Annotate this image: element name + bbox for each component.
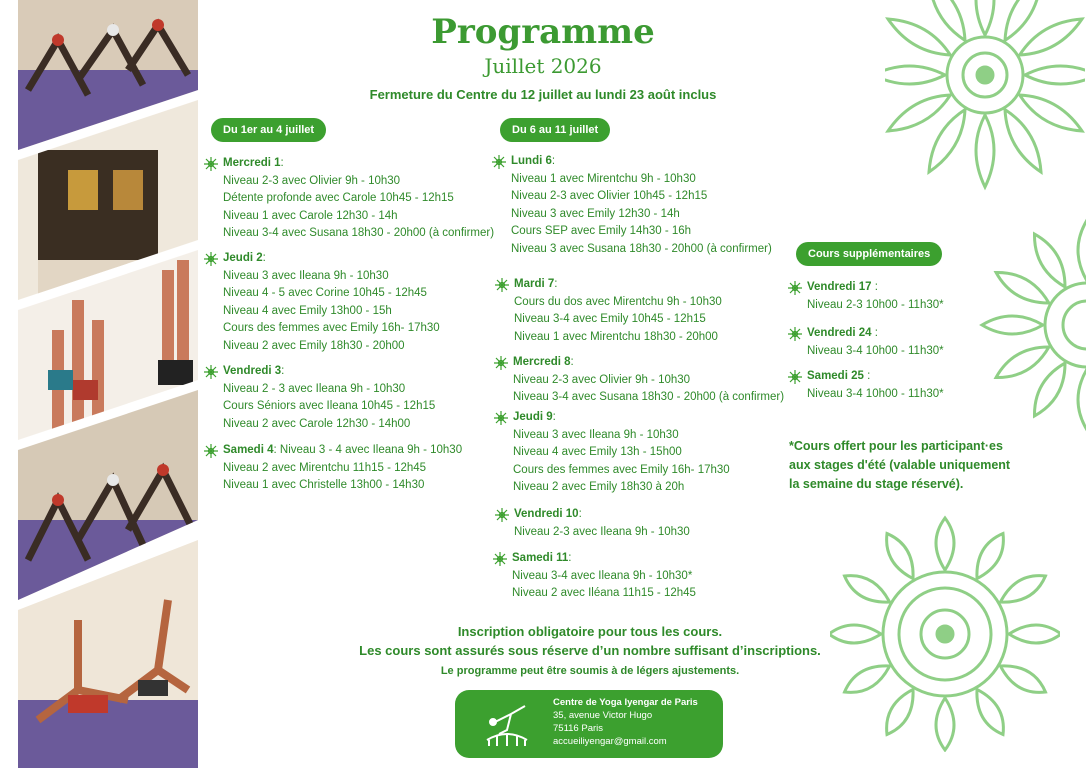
page-title: Programme: [431, 12, 655, 52]
contact-card: [455, 690, 723, 758]
page-subtitle: Juillet 2026: [484, 54, 602, 78]
footer-conditions: Les cours sont assurés sous réserve d’un nombre suffisant d’inscriptions.: [359, 643, 821, 658]
flower-bullet-icon: [491, 154, 507, 170]
contact-email[interactable]: accueiliyengar@gmail.com: [553, 736, 667, 747]
day-block: Vendredi 17 : Niveau 2-3 10h00 - 11h30*: [787, 279, 944, 314]
day-name: Vendredi 17: [807, 281, 872, 293]
day-name: Samedi 4: [223, 444, 274, 456]
class-line: Niveau 2 avec Carole 12h30 - 14h00: [223, 417, 411, 430]
class-line: Niveau 1 avec Mirentchu 9h - 10h30: [511, 172, 696, 185]
flower-bullet-icon: [493, 410, 509, 426]
contact-address-line2: 75116 Paris: [553, 723, 603, 734]
day-block: Mardi 7: Cours du dos avec Mirentchu 9h - 10h30 Niveau 3-4 avec Emily 10h45 - 12h15 Niveau 1 avec Mirentchu 18h30 - 20h00: [494, 276, 722, 346]
class-line: Niveau 3-4 avec Emily 10h45 - 12h15: [514, 313, 706, 325]
day-block: Samedi 25 : Niveau 3-4 10h00 - 11h30*: [787, 368, 944, 403]
day-block: Jeudi 9: Niveau 3 avec Ileana 9h - 10h30 Niveau 4 avec Emily 13h - 15h00 Cours des femmes avec Emily 16h- 17h30 Niveau 2 avec Emily 18h30 à 20h: [493, 409, 730, 497]
flower-bullet-icon: [787, 280, 803, 296]
class-line: Niveau 2 avec Emily 18h30 - 20h00: [223, 339, 405, 352]
flower-bullet-icon: [203, 364, 219, 380]
day-name: Mardi 7: [514, 278, 555, 290]
day-name: Mercredi 8: [513, 356, 571, 368]
class-line: Niveau 1 avec Christelle 13h00 - 14h30: [223, 479, 425, 491]
day-name: Samedi 11: [512, 552, 569, 564]
extra-label: Cours supplémentaires: [796, 242, 942, 266]
day-name: Jeudi 2: [223, 252, 263, 264]
class-line: Niveau 4 avec Emily 13h00 - 15h: [223, 304, 392, 317]
day-name: Vendredi 24: [807, 327, 872, 339]
class-line: Niveau 3-4 10h00 - 11h30*: [807, 344, 944, 357]
footer-adjustments: Le programme peut être soumis à de légers ajustements.: [440, 665, 740, 677]
day-block: Vendredi 10: Niveau 2-3 avec Ileana 9h - 10h30: [494, 506, 690, 541]
class-line: Niveau 2 avec Mirentchu 11h15 - 12h45: [223, 461, 427, 474]
day-name: Jeudi 9: [513, 411, 553, 423]
week1-label: Du 1er au 4 juillet: [211, 118, 326, 142]
class-line: Niveau 3-4 avec Ileana 9h - 10h30*: [512, 569, 693, 582]
class-line: Niveau 3-4 10h00 - 11h30*: [807, 387, 944, 400]
day-block: Vendredi 24 : Niveau 3-4 10h00 - 11h30*: [787, 325, 944, 360]
yoga-pose-logo-icon: [481, 700, 533, 748]
yoga-photos: [18, 0, 198, 768]
class-line: Niveau 1 avec Carole 12h30 - 14h: [223, 209, 398, 222]
day-block: Lundi 6: Niveau 1 avec Mirentchu 9h - 10h30 Niveau 2-3 avec Olivier 10h45 - 12h15 Niveau 3 avec Emily 12h30 - 14h Cours SEP avec Emily 14h30 - 16h Niveau 3 avec Susana 18h30 - 20h00 (à confirmer): [491, 153, 772, 258]
class-line: Niveau 2-3 avec Olivier 9h - 10h30: [513, 373, 691, 386]
day-block: Samedi 11: Niveau 3-4 avec Ileana 9h - 10h30* Niveau 2 avec Iléana 11h15 - 12h45: [492, 550, 696, 603]
class-line: Cours des femmes avec Emily 16h- 17h30: [513, 463, 730, 476]
flower-bullet-icon: [787, 369, 803, 385]
class-line: Niveau 2-3 avec Olivier 10h45 - 12h15: [511, 190, 708, 202]
class-line: Niveau 2-3 avec Olivier 9h - 10h30: [223, 174, 401, 187]
day-name: Mercredi 1: [223, 157, 281, 169]
class-line: Détente profonde avec Carole 10h45 - 12h15: [223, 192, 454, 204]
class-line: Cours Séniors avec Ileana 10h45 - 12h15: [223, 400, 436, 412]
flower-bullet-icon: [494, 277, 510, 293]
note-line: *Cours offert pour les participant·es: [789, 439, 1003, 453]
class-line: Niveau 3 - 4 avec Ileana 9h - 10h30: [279, 444, 463, 456]
offer-note: [789, 437, 1010, 494]
class-line: Niveau 3 avec Ileana 9h - 10h30: [513, 428, 679, 441]
class-line: Niveau 3-4 avec Susana 18h30 - 20h00 (à confirmer): [223, 227, 495, 239]
day-block: Vendredi 3: Niveau 2 - 3 avec Ileana 9h - 10h30 Cours Séniors avec Ileana 10h45 - 12h15 Niveau 2 avec Carole 12h30 - 14h00: [203, 363, 435, 433]
day-block: Mercredi 8: Niveau 2-3 avec Olivier 9h - 10h30 Niveau 3-4 avec Susana 18h30 - 20h00 (à confirmer): [493, 354, 784, 407]
class-line: Niveau 2-3 10h00 - 11h30*: [807, 298, 944, 311]
class-line: Niveau 4 - 5 avec Corine 10h45 - 12h45: [223, 287, 427, 299]
class-line: Cours des femmes avec Emily 16h- 17h30: [223, 322, 440, 334]
flower-bullet-icon: [203, 251, 219, 267]
class-line: Niveau 2 - 3 avec Ileana 9h - 10h30: [223, 382, 406, 395]
day-block: Mercredi 1: Niveau 2-3 avec Olivier 9h - 10h30 Détente profonde avec Carole 10h45 - 12h15 Niveau 1 avec Carole 12h30 - 14h Niveau 3-4 avec Susana 18h30 - 20h00 (à confirmer): [203, 155, 494, 243]
flower-bullet-icon: [203, 156, 219, 172]
photo-strip: [18, 0, 198, 768]
note-line: aux stages d'été (valable uniquement: [789, 458, 1011, 472]
class-line: Niveau 3 avec Susana 18h30 - 20h00 (à confirmer): [511, 242, 772, 255]
class-line: Niveau 4 avec Emily 13h - 15h00: [513, 446, 682, 458]
class-line: Niveau 3 avec Emily 12h30 - 14h: [511, 207, 680, 220]
contact-address-line1: 35, avenue Victor Hugo: [553, 710, 653, 721]
week2-label: Du 6 au 11 juillet: [500, 118, 610, 142]
flower-bullet-icon: [494, 507, 510, 523]
closure-notice: Fermeture du Centre du 12 juillet au lundi 23 août inclus: [369, 87, 717, 102]
flower-bullet-icon: [203, 443, 219, 459]
contact-name: Centre de Yoga Iyengar de Paris: [553, 697, 698, 708]
note-line: la semaine du stage réservé).: [789, 477, 964, 491]
day-name: Lundi 6: [511, 155, 552, 167]
class-line: Niveau 3 avec Ileana 9h - 10h30: [223, 269, 389, 282]
footer-registration: Inscription obligatoire pour tous les cours.: [457, 624, 723, 639]
day-block: Samedi 4: Niveau 3 - 4 avec Ileana 9h - 10h30 Niveau 2 avec Mirentchu 11h15 - 12h45 Niveau 1 avec Christelle 13h00 - 14h30: [203, 442, 462, 495]
mandala-decoration-middle: [975, 215, 1086, 435]
day-name: Vendredi 10: [514, 508, 579, 520]
flower-bullet-icon: [493, 355, 509, 371]
flower-bullet-icon: [492, 551, 508, 567]
class-line: Cours SEP avec Emily 14h30 - 16h: [511, 225, 692, 237]
day-block: Jeudi 2: Niveau 3 avec Ileana 9h - 10h30 Niveau 4 - 5 avec Corine 10h45 - 12h45 Niveau 4 avec Emily 13h00 - 15h Cours des femmes avec Emily 16h- 17h30 Niveau 2 avec Emily 18h30 - 20h00: [203, 250, 440, 355]
class-line: Niveau 2 avec Iléana 11h15 - 12h45: [512, 587, 696, 599]
class-line: Cours du dos avec Mirentchu 9h - 10h30: [514, 295, 722, 308]
class-line: Niveau 2-3 avec Ileana 9h - 10h30: [514, 525, 690, 538]
class-line: Niveau 3-4 avec Susana 18h30 - 20h00 (à confirmer): [513, 391, 785, 403]
flower-bullet-icon: [787, 326, 803, 342]
day-name: Vendredi 3: [223, 365, 282, 377]
day-name: Samedi 25: [807, 370, 864, 382]
class-line: Niveau 1 avec Mirentchu 18h30 - 20h00: [514, 330, 718, 343]
class-line: Niveau 2 avec Emily 18h30 à 20h: [513, 481, 685, 493]
